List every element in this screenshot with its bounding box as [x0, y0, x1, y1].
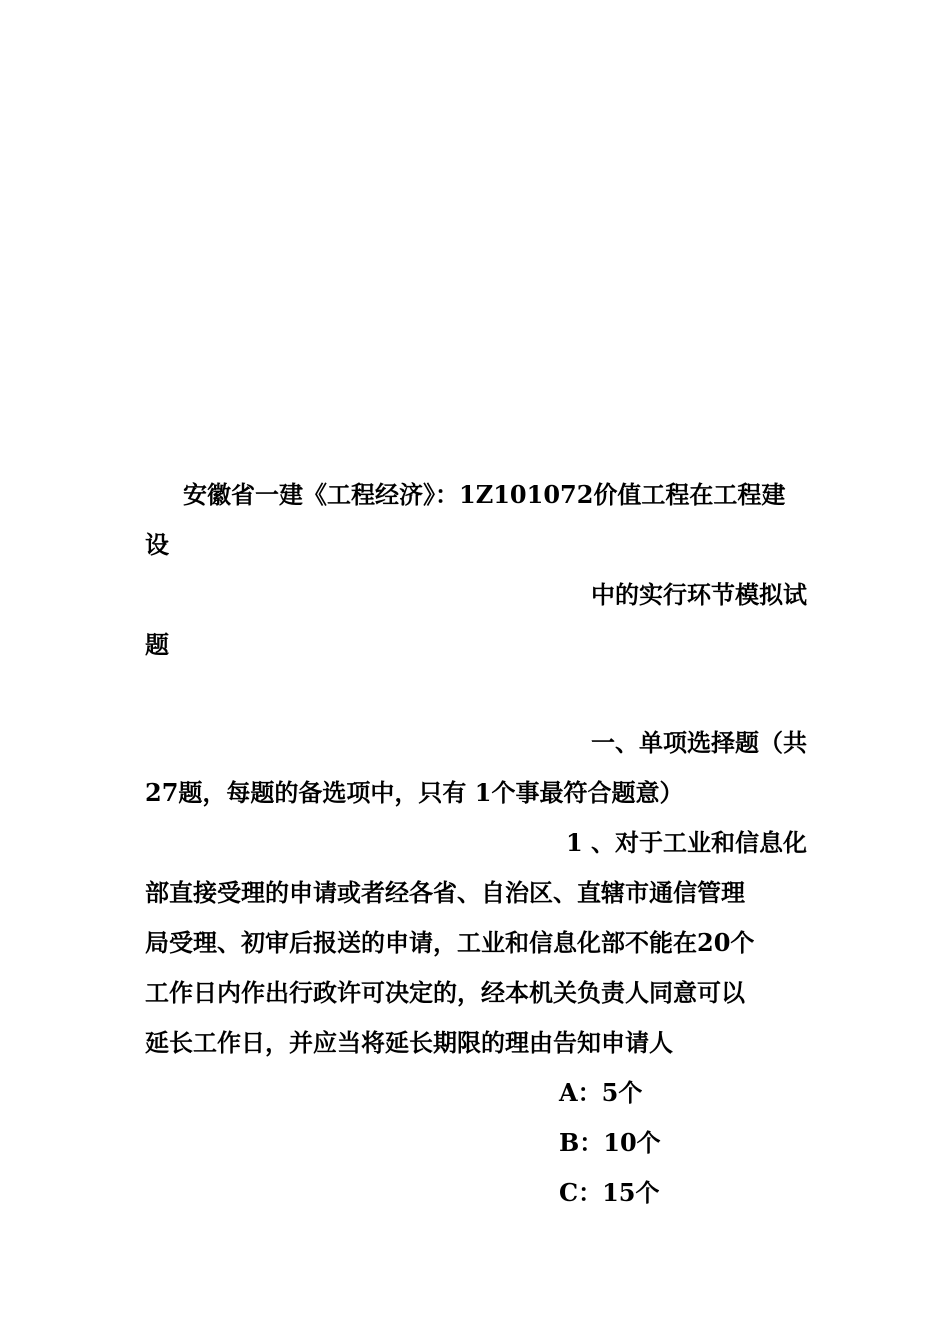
- question-1-line-4: 工作日内作出行政许可决定的，经本机关负责人同意可以: [145, 978, 745, 1007]
- section-heading-line-1: 一、单项选择题（共: [591, 728, 807, 757]
- section-heading-line-2: 27题，每题的备选项中，只有 1个事最符合题意）: [145, 778, 684, 807]
- title-line-4: 题: [145, 630, 169, 659]
- title-line-2: 设: [145, 530, 169, 559]
- question-1-line-3: 局受理、初审后报送的申请，工业和信息化部不能在20个: [145, 928, 755, 957]
- title-line-1: 安徽省一建《工程经济》：1Z101072价值工程在工程建: [183, 480, 786, 509]
- option-b: B：10个: [559, 1128, 661, 1157]
- question-1-line-1: 1 、对于工业和信息化: [565, 828, 807, 857]
- question-1-line-2: 部直接受理的申请或者经各省、自治区、直辖市通信管理: [145, 878, 745, 907]
- option-a: A：5个: [559, 1078, 643, 1107]
- title-line-3: 中的实行环节模拟试: [591, 580, 807, 609]
- option-c: C：15个: [559, 1178, 660, 1207]
- question-1-line-5: 延长工作日，并应当将延长期限的理由告知申请人: [145, 1028, 673, 1057]
